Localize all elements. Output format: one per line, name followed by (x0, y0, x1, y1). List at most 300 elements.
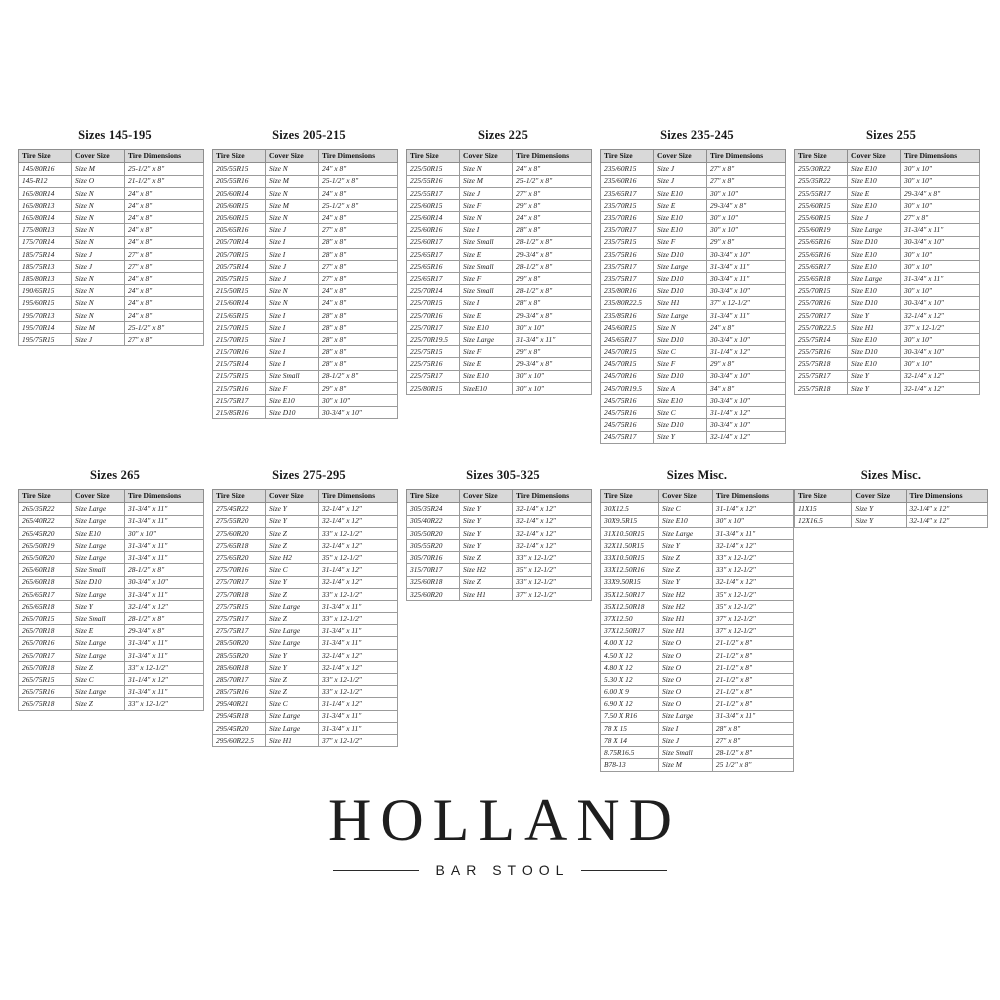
table-row (19, 686, 204, 698)
cell-tire-size: 225/60R14 (407, 212, 460, 224)
table-row (213, 358, 398, 370)
cell-cover-size: Size F (266, 382, 319, 394)
cell-cover-size: Size D10 (266, 407, 319, 419)
cell-tire-dimensions: 28-1/2" x 8" (125, 564, 204, 576)
cell-tire-size: 245/75R16 (601, 419, 654, 431)
table-row (795, 358, 980, 370)
cell-tire-size: 215/70R15 (213, 334, 266, 346)
cell-tire-dimensions: 32-1/4" x 12" (901, 309, 980, 321)
cell-tire-size: 205/60R15 (213, 212, 266, 224)
cell-cover-size: Size Large (72, 503, 125, 515)
table-row (19, 309, 204, 321)
cell-tire-dimensions: 29-3/4" x 8" (513, 309, 592, 321)
cell-tire-size: 215/60R14 (213, 297, 266, 309)
table-row (407, 187, 592, 199)
cell-tire-size: 285/75R16 (213, 686, 266, 698)
cell-tire-dimensions: 35" x 12-1/2" (712, 588, 793, 600)
cell-tire-dimensions: 30" x 10" (513, 370, 592, 382)
cell-tire-size: 285/70R17 (213, 674, 266, 686)
cell-cover-size: Size E10 (654, 224, 707, 236)
cell-tire-size: 4.80 X 12 (601, 661, 659, 673)
cell-tire-dimensions: 32-1/4" x 12" (319, 661, 398, 673)
cell-cover-size: Size Z (266, 686, 319, 698)
cell-cover-size: Size E (460, 248, 513, 260)
cell-tire-dimensions: 24" x 8" (319, 212, 398, 224)
cell-tire-size: 275/75R15 (213, 600, 266, 612)
table-row (795, 334, 980, 346)
cell-tire-size: 175/80R13 (19, 224, 72, 236)
col-header-tire-dimensions: Tire Dimensions (707, 150, 786, 163)
table-row (19, 527, 204, 539)
size-table (794, 489, 988, 528)
cell-tire-dimensions: 35" x 12-1/2" (712, 600, 793, 612)
cell-tire-dimensions: 21-1/2" x 8" (712, 649, 793, 661)
cell-cover-size: Size E (460, 309, 513, 321)
table-row (601, 199, 786, 211)
table-row-top (18, 128, 988, 444)
cell-tire-dimensions: 31-3/4" x 11" (707, 309, 786, 321)
cell-cover-size: Size Z (659, 552, 713, 564)
cell-tire-size: 6.90 X 12 (601, 698, 659, 710)
table-row (407, 588, 592, 600)
cell-tire-dimensions: 25-1/2" x 8" (125, 163, 204, 175)
cell-tire-dimensions: 30-3/4" x 10" (707, 419, 786, 431)
table-title: Sizes Misc. (860, 468, 922, 482)
table-row (19, 552, 204, 564)
table-row (213, 346, 398, 358)
cell-cover-size: Size N (460, 163, 513, 175)
cell-tire-dimensions: 27" x 8" (319, 260, 398, 272)
cell-tire-dimensions: 37" x 12-1/2" (513, 588, 592, 600)
cell-tire-size: 295/45R18 (213, 710, 266, 722)
cell-tire-dimensions: 30" x 10" (712, 515, 793, 527)
cell-tire-dimensions: 33" x 12-1/2" (513, 552, 592, 564)
cell-tire-dimensions: 30-3/4" x 10" (707, 370, 786, 382)
cell-tire-dimensions: 32-1/4" x 12" (712, 576, 793, 588)
cell-cover-size: Size A (654, 382, 707, 394)
cell-cover-size: Size Large (654, 260, 707, 272)
cell-tire-dimensions: 30" x 10" (901, 248, 980, 260)
table-row (213, 175, 398, 187)
cell-tire-size: 265/50R19 (19, 539, 72, 551)
cell-tire-dimensions: 28" x 8" (319, 309, 398, 321)
cell-tire-size: 305/55R20 (407, 539, 460, 551)
table-row (601, 163, 786, 175)
cell-cover-size: Size F (654, 236, 707, 248)
cell-cover-size: Size J (654, 175, 707, 187)
cell-tire-dimensions: 28" x 8" (319, 236, 398, 248)
cell-tire-size: 225/55R17 (407, 187, 460, 199)
cell-tire-size: 235/60R15 (601, 163, 654, 175)
table-row (213, 661, 398, 673)
cell-tire-size: 7.50 X R16 (601, 710, 659, 722)
cell-tire-size: 275/70R17 (213, 576, 266, 588)
cell-tire-size: 255/60R15 (795, 199, 848, 211)
table-header-row (19, 490, 204, 503)
cell-tire-dimensions: 31-1/4" x 12" (707, 407, 786, 419)
table-row (601, 637, 794, 649)
table-header-row (601, 150, 786, 163)
cell-tire-dimensions: 21-1/2" x 8" (712, 686, 793, 698)
table-row (407, 212, 592, 224)
cell-tire-dimensions: 30" x 10" (901, 358, 980, 370)
cell-cover-size: Size E10 (848, 334, 901, 346)
table-row (795, 163, 980, 175)
table-row (601, 382, 786, 394)
cell-cover-size: Size I (266, 309, 319, 321)
col-header-tire-size: Tire Size (601, 150, 654, 163)
cell-tire-size: 5.30 X 12 (601, 674, 659, 686)
cell-cover-size: Size Y (460, 527, 513, 539)
cell-tire-dimensions: 33" x 12-1/2" (712, 552, 793, 564)
cell-cover-size: Size H1 (848, 321, 901, 333)
cell-tire-dimensions: 24" x 8" (319, 163, 398, 175)
cell-cover-size: Size H1 (659, 613, 713, 625)
cell-tire-dimensions: 37" x 12-1/2" (319, 734, 398, 746)
table-row (601, 346, 786, 358)
cell-tire-dimensions: 37" x 12-1/2" (901, 321, 980, 333)
cell-tire-dimensions: 29-3/4" x 8" (707, 199, 786, 211)
cell-tire-dimensions: 28-1/2" x 8" (513, 236, 592, 248)
cell-tire-dimensions: 31-3/4" x 11" (125, 552, 204, 564)
cell-tire-dimensions: 28" x 8" (319, 248, 398, 260)
cell-tire-dimensions: 30-3/4" x 10" (125, 576, 204, 588)
cell-tire-dimensions: 27" x 8" (513, 187, 592, 199)
cell-cover-size: Size M (72, 163, 125, 175)
cell-tire-dimensions: 35" x 12-1/2" (513, 564, 592, 576)
cell-cover-size: Size Z (460, 576, 513, 588)
cell-tire-dimensions: 24" x 8" (125, 187, 204, 199)
table-row (213, 600, 398, 612)
table-row (213, 212, 398, 224)
table-row (795, 309, 980, 321)
cell-tire-size: 305/70R16 (407, 552, 460, 564)
cell-tire-dimensions: 30-3/4" x 10" (707, 285, 786, 297)
cell-tire-dimensions: 25-1/2" x 8" (125, 321, 204, 333)
cell-tire-size: 165/80R13 (19, 199, 72, 211)
cell-cover-size: Size N (72, 273, 125, 285)
table-row (407, 576, 592, 588)
cell-cover-size: Size E10 (460, 321, 513, 333)
cell-cover-size: Size Z (72, 661, 125, 673)
cell-cover-size: Size E10 (654, 212, 707, 224)
col-header-tire-dimensions: Tire Dimensions (906, 490, 987, 503)
cell-tire-dimensions: 33" x 12-1/2" (513, 576, 592, 588)
table-body (213, 503, 398, 747)
table-row (213, 625, 398, 637)
cell-cover-size: Size E (654, 199, 707, 211)
cell-tire-dimensions: 28" x 8" (513, 224, 592, 236)
cell-cover-size: Size Y (659, 539, 713, 551)
cell-cover-size: Size Z (266, 674, 319, 686)
cell-cover-size: Size J (654, 163, 707, 175)
cell-tire-dimensions: 29" x 8" (513, 199, 592, 211)
cell-tire-dimensions: 30-3/4" x 11" (707, 273, 786, 285)
cell-tire-size: 225/75R17 (407, 370, 460, 382)
table-row (407, 321, 592, 333)
cell-cover-size: Size Small (659, 747, 713, 759)
cell-tire-size: 255/60R15 (795, 212, 848, 224)
table-body (601, 503, 794, 771)
cell-tire-size: 30X9.5R15 (601, 515, 659, 527)
table-row (19, 224, 204, 236)
table-row (601, 187, 786, 199)
cell-tire-dimensions: 31-3/4" x 11" (125, 686, 204, 698)
cell-tire-dimensions: 21-1/2" x 8" (712, 661, 793, 673)
table-row (407, 539, 592, 551)
cell-tire-dimensions: 21-1/2" x 8" (125, 175, 204, 187)
table-title: Sizes 205-215 (272, 128, 346, 142)
table-row (601, 515, 794, 527)
cell-cover-size: Size O (659, 661, 713, 673)
table-row (407, 552, 592, 564)
cell-cover-size: Size E10 (848, 175, 901, 187)
table-row (213, 370, 398, 382)
table-row (601, 212, 786, 224)
cell-tire-dimensions: 35" x 12-1/2" (319, 552, 398, 564)
cell-cover-size: Size I (460, 297, 513, 309)
cell-cover-size: Size N (72, 285, 125, 297)
cell-tire-dimensions: 24" x 8" (319, 187, 398, 199)
cell-tire-dimensions: 28" x 8" (712, 722, 793, 734)
cell-tire-dimensions: 31-1/4" x 12" (319, 564, 398, 576)
cell-cover-size: Size Y (848, 382, 901, 394)
col-header-tire-dimensions: Tire Dimensions (513, 150, 592, 163)
cell-tire-size: 265/70R18 (19, 661, 72, 673)
table-body (795, 163, 980, 395)
table-row (19, 515, 204, 527)
table-row (407, 199, 592, 211)
cell-tire-dimensions: 21-1/2" x 8" (712, 674, 793, 686)
table-body (407, 163, 592, 395)
cell-tire-size: 255/75R14 (795, 334, 848, 346)
table-row (213, 613, 398, 625)
cell-tire-dimensions: 31-3/4" x 11" (125, 588, 204, 600)
table-row (601, 588, 794, 600)
cell-cover-size: Size Small (72, 564, 125, 576)
cell-tire-size: 295/45R20 (213, 722, 266, 734)
cell-tire-dimensions: 29" x 8" (513, 273, 592, 285)
cell-tire-size: 205/65R16 (213, 224, 266, 236)
cell-cover-size: Size H2 (266, 552, 319, 564)
cell-tire-dimensions: 29-3/4" x 8" (513, 358, 592, 370)
table-block-sizes-305-325 (406, 468, 600, 601)
table-row (795, 248, 980, 260)
table-row (407, 224, 592, 236)
cell-tire-dimensions: 32-1/4" x 12" (513, 527, 592, 539)
cell-tire-size: 215/85R16 (213, 407, 266, 419)
cell-tire-size: 235/80R16 (601, 285, 654, 297)
cell-cover-size: Size H2 (659, 588, 713, 600)
cell-tire-size: 205/70R15 (213, 248, 266, 260)
table-row (407, 273, 592, 285)
table-row (213, 248, 398, 260)
cell-tire-size: 245/70R19.5 (601, 382, 654, 394)
table-row (213, 321, 398, 333)
cell-tire-size: 225/75R15 (407, 346, 460, 358)
cell-tire-dimensions: 30" x 10" (707, 187, 786, 199)
cell-cover-size: Size Small (460, 285, 513, 297)
table-row (213, 236, 398, 248)
cell-cover-size: Size D10 (848, 236, 901, 248)
cell-tire-dimensions: 30" x 10" (707, 224, 786, 236)
table-row (795, 175, 980, 187)
cell-tire-size: 235/70R16 (601, 212, 654, 224)
cell-cover-size: Size H1 (659, 625, 713, 637)
table-row (19, 588, 204, 600)
cell-cover-size: Size Large (654, 309, 707, 321)
cell-tire-dimensions: 32-1/4" x 12" (513, 539, 592, 551)
cell-tire-dimensions: 31-3/4" x 11" (319, 600, 398, 612)
cell-cover-size: Size N (460, 212, 513, 224)
cell-tire-dimensions: 32-1/4" x 12" (319, 539, 398, 551)
cell-tire-size: 255/75R18 (795, 358, 848, 370)
table-row (795, 346, 980, 358)
col-header-cover-size: Cover Size (654, 150, 707, 163)
cell-tire-dimensions: 30" x 10" (901, 285, 980, 297)
table-row (213, 503, 398, 515)
cell-cover-size: Size Y (852, 515, 906, 527)
cell-tire-dimensions: 29-3/4" x 8" (901, 187, 980, 199)
cell-tire-dimensions: 28" x 8" (319, 358, 398, 370)
table-header-row (795, 490, 988, 503)
cell-tire-size: 195/60R15 (19, 297, 72, 309)
cell-tire-dimensions: 30-3/4" x 10" (707, 394, 786, 406)
cell-cover-size: Size N (266, 297, 319, 309)
cell-cover-size: Size N (72, 297, 125, 309)
cell-tire-size: 255/65R16 (795, 248, 848, 260)
col-header-tire-dimensions: Tire Dimensions (125, 490, 204, 503)
table-title: Sizes 235-245 (660, 128, 734, 142)
cell-tire-size: 255/55R17 (795, 187, 848, 199)
cell-tire-dimensions: 30-3/4" x 10" (319, 407, 398, 419)
cell-tire-dimensions: 31-1/4" x 12" (707, 346, 786, 358)
cell-tire-dimensions: 31-3/4" x 11" (319, 722, 398, 734)
cell-tire-size: 255/35R22 (795, 175, 848, 187)
cell-tire-dimensions: 34" x 8" (707, 382, 786, 394)
cell-tire-size: 35X12.50R17 (601, 588, 659, 600)
table-row (19, 212, 204, 224)
cell-tire-dimensions: 37" x 12-1/2" (712, 613, 793, 625)
cell-tire-size: 205/70R14 (213, 236, 266, 248)
cell-tire-dimensions: 29-3/4" x 8" (513, 248, 592, 260)
cell-tire-size: 275/45R22 (213, 503, 266, 515)
cell-tire-size: 195/75R15 (19, 334, 72, 346)
table-row (19, 175, 204, 187)
cell-tire-dimensions: 27" x 8" (707, 163, 786, 175)
cell-cover-size: Size J (266, 260, 319, 272)
cell-tire-size: 4.00 X 12 (601, 637, 659, 649)
cell-tire-size: 235/65R17 (601, 187, 654, 199)
cell-cover-size: Size I (659, 722, 713, 734)
cell-cover-size: Size Large (72, 686, 125, 698)
cell-tire-size: 4.50 X 12 (601, 649, 659, 661)
cell-cover-size: Size H2 (460, 564, 513, 576)
size-table (600, 489, 794, 772)
cell-tire-dimensions: 28" x 8" (319, 321, 398, 333)
table-row (601, 260, 786, 272)
cell-cover-size: Size E10 (654, 394, 707, 406)
table-row (19, 576, 204, 588)
cell-tire-size: 225/60R16 (407, 224, 460, 236)
table-row (19, 564, 204, 576)
table-row-bottom (18, 468, 988, 772)
cell-tire-size: 31X10.50R15 (601, 527, 659, 539)
cell-cover-size: Size E (460, 358, 513, 370)
cell-cover-size: Size I (266, 358, 319, 370)
cell-tire-size: 235/80R22.5 (601, 297, 654, 309)
cell-cover-size: Size Y (266, 576, 319, 588)
cell-tire-size: 245/75R16 (601, 394, 654, 406)
cell-tire-dimensions: 30" x 10" (513, 321, 592, 333)
cell-tire-dimensions: 32-1/4" x 12" (906, 515, 987, 527)
col-header-tire-size: Tire Size (795, 490, 852, 503)
cell-tire-dimensions: 27" x 8" (125, 260, 204, 272)
cell-tire-size: 275/65R18 (213, 539, 266, 551)
cell-cover-size: Size E10 (848, 163, 901, 175)
cell-tire-dimensions: 27" x 8" (707, 175, 786, 187)
cell-tire-dimensions: 28-1/2" x 8" (319, 370, 398, 382)
table-block-sizes-205-215 (212, 128, 406, 419)
table-row (19, 321, 204, 333)
table-row (795, 285, 980, 297)
cell-cover-size: Size Small (266, 370, 319, 382)
cell-tire-size: 245/65R17 (601, 334, 654, 346)
cell-tire-dimensions: 37" x 12-1/2" (707, 297, 786, 309)
table-row (795, 370, 980, 382)
cell-cover-size: Size Y (460, 503, 513, 515)
cell-cover-size: Size O (659, 698, 713, 710)
table-title: Sizes Misc. (666, 468, 728, 482)
table-row (795, 260, 980, 272)
cell-tire-size: 275/70R18 (213, 588, 266, 600)
table-row (601, 722, 794, 734)
cell-tire-size: 275/60R20 (213, 527, 266, 539)
table-block-sizes-225 (406, 128, 600, 395)
cell-tire-size: 225/75R16 (407, 358, 460, 370)
cell-tire-size: 315/70R17 (407, 564, 460, 576)
table-row (601, 600, 794, 612)
table-row (601, 419, 786, 431)
cell-cover-size: Size D10 (654, 273, 707, 285)
cell-tire-size: 205/60R15 (213, 199, 266, 211)
cell-tire-size: 185/75R14 (19, 248, 72, 260)
cell-cover-size: Size Z (266, 539, 319, 551)
cell-cover-size: Size Large (266, 600, 319, 612)
table-row (213, 285, 398, 297)
table-row (601, 236, 786, 248)
cell-tire-dimensions: 25-1/2" x 8" (319, 175, 398, 187)
col-header-cover-size: Cover Size (659, 490, 713, 503)
cell-tire-dimensions: 28" x 8" (319, 346, 398, 358)
table-row (213, 187, 398, 199)
cell-cover-size: Size N (266, 163, 319, 175)
col-header-cover-size: Cover Size (460, 490, 513, 503)
cell-cover-size: Size I (266, 321, 319, 333)
table-row (407, 163, 592, 175)
brand-tagline-row (0, 862, 1000, 878)
table-title: Sizes 275-295 (272, 468, 346, 482)
table-row (795, 297, 980, 309)
table-row (407, 309, 592, 321)
table-row (213, 309, 398, 321)
cell-cover-size: Size O (659, 674, 713, 686)
size-table (406, 149, 592, 395)
cell-cover-size: Size Z (266, 613, 319, 625)
cell-tire-dimensions: 24" x 8" (319, 285, 398, 297)
cell-cover-size: Size I (266, 334, 319, 346)
size-table (212, 149, 398, 419)
